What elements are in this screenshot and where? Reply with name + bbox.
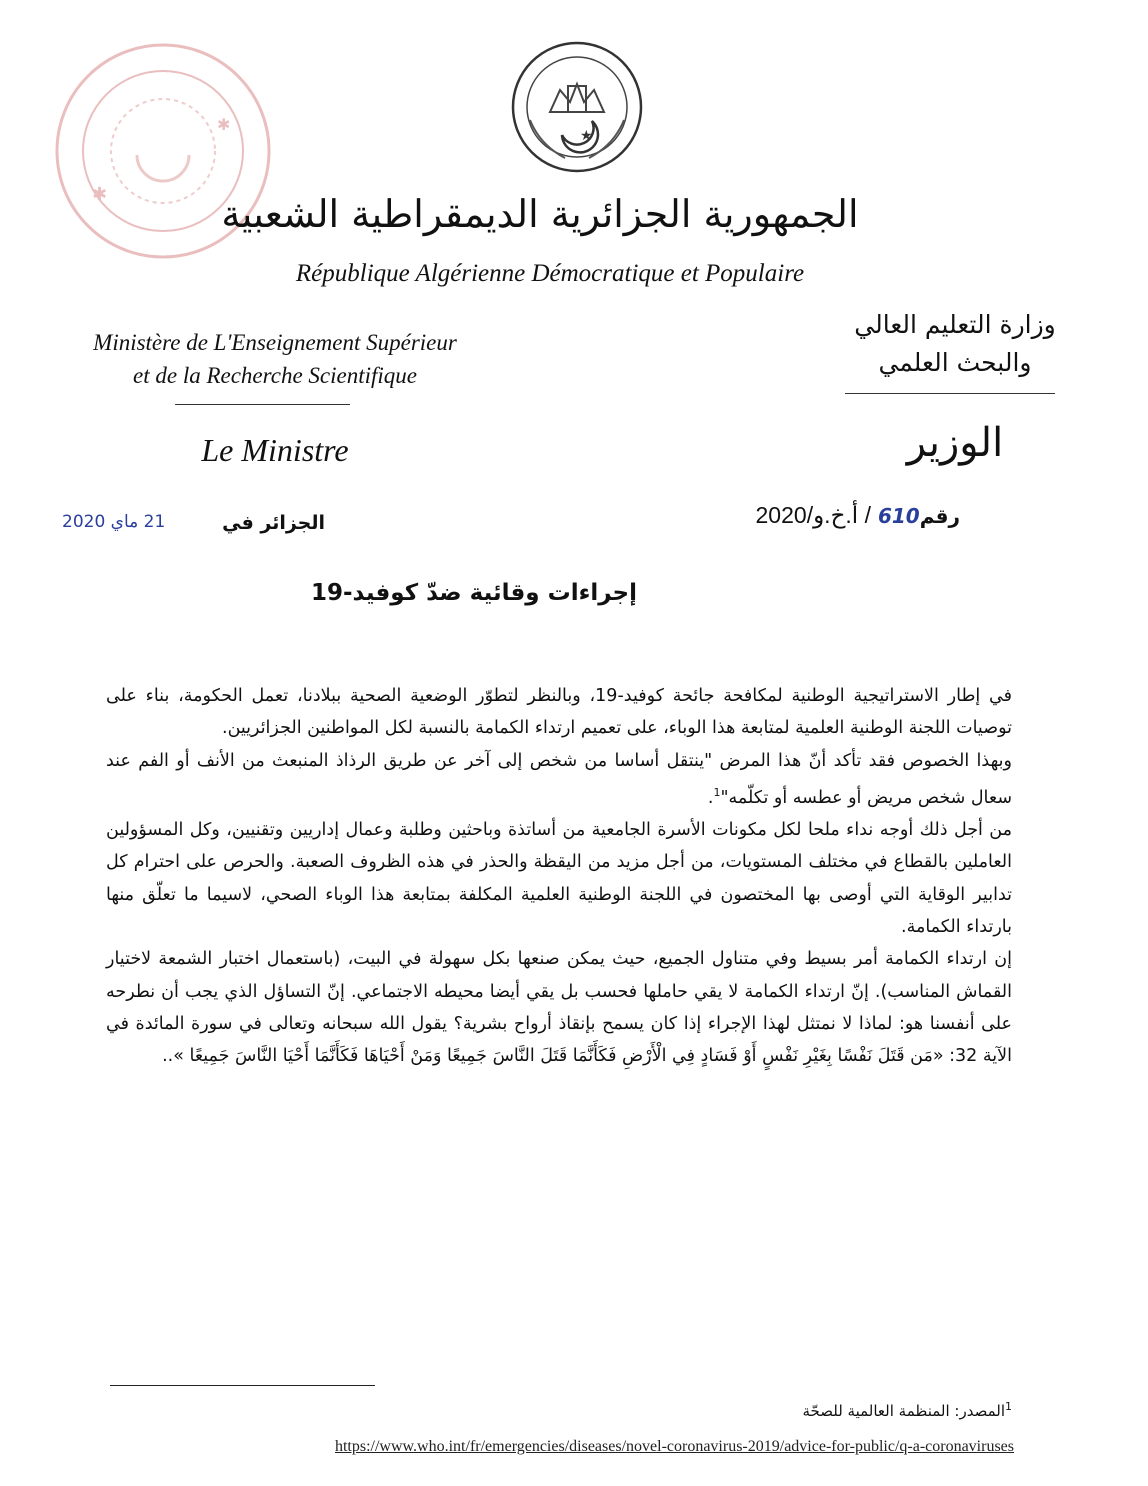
reference-suffix: / أ.خ.و/2020	[755, 502, 871, 528]
divider	[175, 404, 350, 405]
document-subject: إجراءات وقائية ضدّ كوفيد-19	[311, 580, 637, 606]
svg-text:✱: ✱	[92, 184, 108, 205]
paragraph: وبهذا الخصوص فقد تأكد أنّ هذا المرض "ينتقل أساسا من شخص إلى آخر عن طريق الرذاذ المنبعث من الأنف أو الفم عند سعال شخص مريض أو عطسه أو تكلّمه"$^1$.	[106, 750, 1012, 808]
footnote-url-link[interactable]: https://www.who.int/fr/emergencies/diseases/novel-coronavirus-2019/advice-for-public/q-a-coronaviruses	[334, 1438, 1014, 1455]
algeria-emblem-icon	[510, 40, 644, 174]
divider	[845, 393, 1055, 394]
ministry-fr-line1: Ministère de L'Enseignement Supérieur	[93, 330, 457, 355]
ministry-ar-line1: وزارة التعليم العالي	[854, 310, 1056, 339]
republic-title-french: République Algérienne Démocratique et Populaire	[295, 260, 805, 287]
minister-title-french: Le Ministre	[201, 432, 349, 468]
paragraph: في إطار الاستراتيجية الوطنية لمكافحة جائحة كوفيد-19، وبالنظر لتطوّر الوضعية الصحية ببلادنا، تعمل الحكومة، بناء على توصيات اللجنة الوطنية العلمية لمتابعة هذا الوباء، على تعميم ارتداء الكمامة بالنسبة لكل المواطنين الجزائريين.	[106, 686, 1012, 739]
republic-title-arabic: الجمهورية الجزائرية الديمقراطية الشعبية	[221, 192, 859, 236]
handwritten-date: 21 ماي 2020	[62, 512, 166, 532]
footnote-divider	[110, 1385, 375, 1386]
footnote-mark: 1	[1005, 1400, 1012, 1413]
footnote-source-text: المصدر: المنظمة العالمية للصحّة	[802, 1402, 1005, 1420]
svg-text:✱: ✱	[217, 115, 231, 134]
paragraph: إن ارتداء الكمامة أمر بسيط وفي متناول الجميع، حيث يمكن صنعها بكل سهولة في البيت، (باستعمال اختبار الشمعة لاختيار القماش المناسب). إنّ ارتداء الكمامة لا يقي حاملها فحسب بل يقي أيضا محيطه الاجتماعي. إنّ التساؤل الذي يجب أن نطرحه على أنفسنا هو: لماذا لا نمتثل لهذا الإجراء إذا كان يسمح بإنقاذ أرواح بشرية؟ يقول الله سبحانه وتعالى في سورة المائدة في الآية 32: «مَن قَتَلَ نَفْسًا بِغَيْرِ نَفْسٍ أَوْ فَسَادٍ فِي الْأَرْضِ فَكَأَنَّمَا قَتَلَ النَّاسَ جَمِيعًا وَمَنْ أَحْيَاهَا فَكَأَنَّمَا أَحْيَا النَّاسَ جَمِيعًا »..	[106, 949, 1012, 1067]
reference-handwritten-number: 610	[877, 504, 920, 528]
ministry-name-french	[55, 326, 495, 392]
ministry-fr-line2: et de la Recherche Scientifique	[133, 363, 417, 388]
reference-number	[600, 502, 960, 529]
paragraph-text: وبهذا الخصوص فقد تأكد أنّ هذا المرض "ينتقل أساسا من شخص إلى آخر عن طريق الرذاذ المنبعث من الأنف أو الفم عند سعال شخص مريض أو عطسه أو تكلّمه"	[106, 750, 1012, 808]
footnote-reference: 1	[713, 785, 721, 799]
reference-label: رقم	[919, 504, 960, 528]
svg-text:★: ★	[580, 128, 593, 144]
letter-body	[106, 680, 1012, 1072]
ministry-name-arabic	[820, 306, 1090, 382]
paragraph: من أجل ذلك أوجه نداء ملحا لكل مكونات الأسرة الجامعية من أساتذة وباحثين وطلبة وعمال إداريين وتقنيين، وكل المسؤولين العاملين بالقطاع في مختلف المستويات، من أجل مزيد من اليقظة والحذر في هذه الظروف الصعبة. والحرص على احترام كل تدابير الوقاية التي أوصى بها المختصون في اللجنة الوطنية العلمية المكلفة بمتابعة هذا الوباء الصحي، لاسيما ما تعلّق منها بارتداء الكمامة.	[106, 820, 1012, 937]
minister-title-arabic: الوزير	[906, 420, 1004, 466]
place-label: الجزائر في	[222, 512, 325, 534]
ministry-ar-line2: والبحث العلمي	[878, 348, 1032, 377]
footnote-source	[600, 1400, 1012, 1420]
